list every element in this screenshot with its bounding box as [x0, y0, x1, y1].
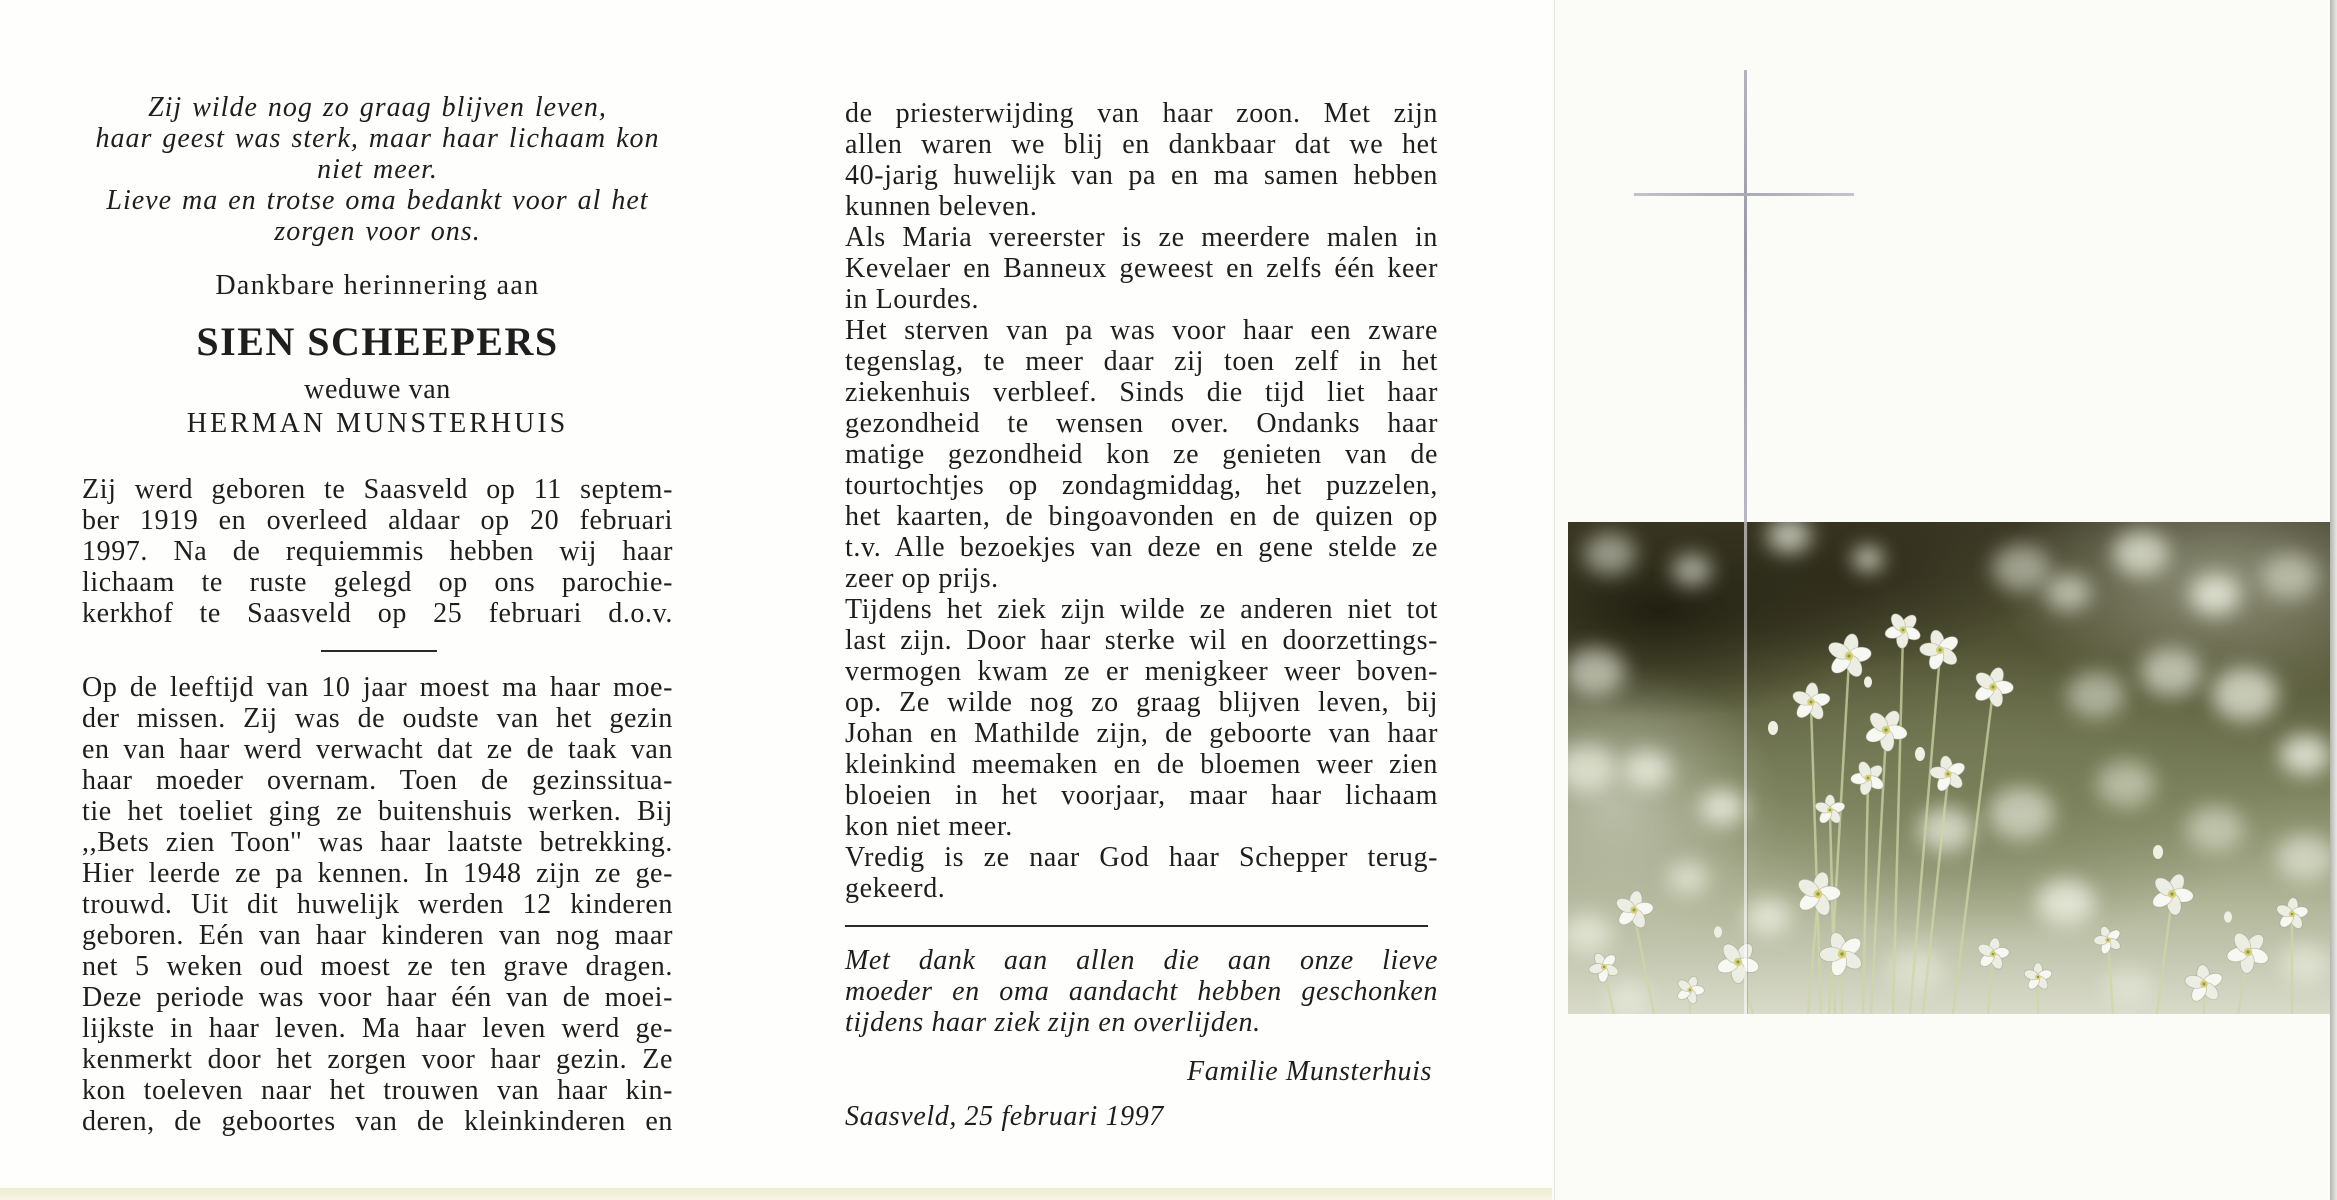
paragraph-line: ,,Bets zien Toon'' was haar laatste betrekking. — [82, 827, 673, 858]
paragraph-line: kon niet meer. — [845, 811, 1013, 842]
middle-panel — [845, 0, 1438, 1188]
paragraph-line: bloeien in het voorjaar, maar haar lichaam — [845, 780, 1438, 811]
paragraph-line: vermogen kwam ze er menigkeer weer boven- — [845, 656, 1438, 687]
biography-paragraph-2 — [82, 672, 673, 1137]
paragraph-line: t.v. Alle bezoekjes van deze en gene stelde ze — [845, 532, 1438, 563]
paragraph-line: op. Ze wilde nog zo graag blijven leven, bij — [845, 687, 1438, 718]
paragraph-line: trouwd. Uit dit huwelijk werden 12 kinderen — [82, 889, 673, 920]
flower-stem — [1893, 634, 1903, 1014]
flower-stem — [1863, 781, 1868, 1014]
flower — [1611, 887, 1658, 932]
paragraph-line: gekeerd. — [845, 873, 946, 904]
paragraph-line: kerkhof te Saasveld op 25 februari d.o.v. — [82, 598, 673, 629]
thanks-line: moeder en oma aandacht hebben geschonken — [845, 976, 1438, 1007]
paragraph-line: der missen. Zij was de oudste van het gezin — [82, 703, 673, 734]
left-panel — [82, 0, 673, 1188]
poem — [82, 92, 673, 247]
paragraph-line: lichaam te ruste gelegd op ons parochie- — [82, 567, 673, 598]
thanks-line: Met dank aan allen die aan onze lieve — [845, 945, 1438, 976]
section-divider — [321, 650, 437, 652]
paragraph-line: kleinkind meemaken en de bloemen weer zien — [845, 749, 1438, 780]
flower — [1856, 700, 1916, 760]
paragraph-line: Tijdens het ziek zijn wilde ze anderen niet tot — [845, 594, 1438, 625]
paragraph-line: kon toeleven naar het trouwen van haar kin- — [82, 1075, 673, 1106]
paragraph-line: ziekenhuis verbleef. Sinds die tijd liet haar — [845, 377, 1438, 408]
cross-vertical-bar-over-photo — [1744, 522, 1747, 1014]
flower — [1582, 946, 1625, 989]
flower — [1966, 660, 2020, 713]
flower-stem — [1910, 654, 1940, 1014]
paragraph-line: Kevelaer en Banneux geweest en zelfs één keer — [845, 253, 1438, 284]
flower-bud — [1768, 721, 1778, 735]
paragraph-line: kenmerkt door het zorgen voor haar gezin. Ze — [82, 1044, 673, 1075]
flower — [1707, 932, 1768, 993]
flower-stem — [2157, 898, 2172, 1014]
poem-line: Lieve ma en trotse oma bedankt voor al het — [106, 185, 649, 216]
remembrance-intro: Dankbare herinnering aan — [215, 270, 540, 301]
flower-stem — [1988, 957, 1993, 1014]
flower-stem — [1634, 914, 1654, 1014]
flower-bud — [1714, 926, 1722, 937]
poem-line: zorgen voor ons. — [274, 216, 481, 247]
paragraph-line: Deze periode was voor haar één van de moei- — [82, 982, 673, 1013]
cross-vertical-bar — [1744, 70, 1747, 522]
scan-right-edge — [2330, 0, 2337, 1200]
paragraph-line: Hier leerde ze pa kennen. In 1948 zijn ze ge- — [82, 858, 673, 889]
paragraph-line: Johan en Mathilde zijn, de geboorte van haar — [845, 718, 1438, 749]
paragraph-line: geboren. Eén van haar kinderen van nog maar — [82, 920, 673, 951]
scan-bottom-edge — [0, 1188, 1552, 1200]
paragraph-line: Op de leeftijd van 10 jaar moest ma haar moe- — [82, 672, 673, 703]
paragraph-line: in Lourdes. — [845, 284, 980, 315]
poem-line: haar geest was sterk, maar haar lichaam kon — [95, 123, 660, 154]
paragraph-line: gezondheid te wensen over. Ondanks haar — [845, 408, 1438, 439]
white-flowers — [1568, 522, 2330, 1014]
paragraph-line: de priesterwijding van haar zoon. Met zijn — [845, 98, 1438, 129]
cross-horizontal-bar — [1634, 193, 1854, 196]
biography-continuation — [845, 98, 1438, 904]
paragraph-line: deren, de geboortes van de kleinkinderen en — [82, 1106, 673, 1137]
poem-line: niet meer. — [317, 154, 438, 185]
flower-pistil — [1829, 809, 1831, 811]
flower-bud — [1864, 676, 1872, 687]
paragraph-line: haar moeder overnam. Toen de gezinssitua- — [82, 765, 673, 796]
flower-bud — [1915, 747, 1925, 761]
paragraph-line: 1997. Na de requiemmis hebben wij haar — [82, 536, 673, 567]
family-signature: Familie Munsterhuis — [1187, 1056, 1432, 1087]
flower-stem — [1808, 898, 1818, 1014]
flower-bud — [2224, 911, 2232, 922]
paragraph-line: zeer op prijs. — [845, 563, 999, 594]
relation-text: weduwe van — [304, 374, 451, 405]
flower — [2217, 921, 2279, 983]
thanks-note — [845, 945, 1438, 1038]
paragraph-line: tie het toeliet ging ze buitenshuis werken. Bij — [82, 796, 673, 827]
paragraph-line: lijkste in haar leven. Ma haar leven werd ge- — [82, 1013, 673, 1044]
paragraph-line: net 5 weken oud moest ze ten grave dragen. — [82, 951, 673, 982]
thanks-line: tijdens haar ziek zijn en overlijden. — [845, 1007, 1261, 1038]
paragraph-line: tegenslag, te meer daar zij toen zelf in het — [845, 346, 1438, 377]
flower — [2143, 865, 2202, 923]
flower-bud — [2153, 845, 2163, 859]
paragraph-line: last zijn. Door haar sterke wil en doorzettings- — [845, 625, 1438, 656]
paragraph-line: het kaarten, de bingoavonden en de quizen op — [845, 501, 1438, 532]
poem-line: Zij wilde nog zo graag blijven leven, — [148, 92, 607, 123]
paragraph-line: ber 1919 en overleed aldaar op 20 februari — [82, 505, 673, 536]
paragraph-line: allen waren we blij en dankbaar dat we het — [845, 129, 1438, 160]
paragraph-line: kunnen beleven. — [845, 191, 1038, 222]
paragraph-line: Vredig is ze naar God haar Schepper terug- — [845, 842, 1438, 873]
paragraph-line: Het sterven van pa was voor haar een zware — [845, 315, 1438, 346]
paragraph-line: Als Maria vereerster is ze meerdere malen in — [845, 222, 1438, 253]
place-and-date: Saasveld, 25 februari 1997 — [845, 1101, 1164, 1132]
paragraph-line: 40-jarig huwelijk van pa en ma samen hebben — [845, 160, 1438, 191]
paragraph-line: matige gezondheid kon ze genieten van de — [845, 439, 1438, 470]
biography-paragraph-1 — [82, 474, 673, 629]
flower-pistil — [2037, 976, 2039, 978]
flower-photo — [1568, 522, 2330, 1014]
paragraph-line: en van haar werd verwacht dat ze de taak van — [82, 734, 673, 765]
deceased-name: SIEN SCHEEPERS — [196, 319, 559, 364]
paragraph-line: tourtochtjes op zondagmiddag, het puzzelen, — [845, 470, 1438, 501]
spouse-name: HERMAN MUNSTERHUIS — [186, 408, 569, 439]
paragraph-line: Zij werd geboren te Saasveld op 11 septem- — [82, 474, 673, 505]
flower-stem — [2108, 943, 2113, 1014]
thanks-divider — [845, 925, 1428, 927]
